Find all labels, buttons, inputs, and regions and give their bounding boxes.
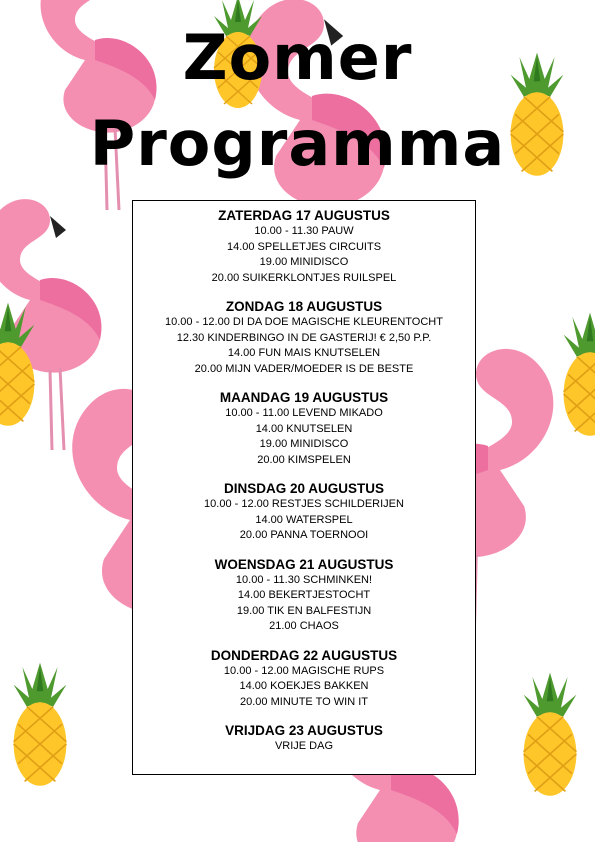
- pineapple-illustration: [524, 673, 577, 796]
- pineapple-illustration: [14, 663, 67, 786]
- day-title: DONDERDAG 22 AUGUSTUS: [210, 647, 398, 663]
- day-block: [133, 480, 475, 544]
- day-title: WOENSDAG 21 AUGUSTUS: [214, 556, 394, 572]
- day-title: VRIJDAG 23 AUGUSTUS: [225, 723, 383, 738]
- pineapple-illustration: [564, 313, 595, 436]
- day-block: [133, 647, 475, 711]
- day-title: ZATERDAG 17 AUGUSTUS: [218, 208, 390, 223]
- activity-item: 14.00 SPELLETJES CIRCUITS: [226, 240, 382, 253]
- activity-item: 10.00 - 11.30 SCHMINKEN!: [235, 573, 373, 586]
- day-block: [133, 556, 475, 635]
- activity-item: 20.00 MINUTE TO WIN IT: [240, 695, 368, 708]
- day-block: [133, 389, 475, 468]
- program-panel: [132, 200, 476, 775]
- activity-item: 21.00 CHAOS: [269, 620, 339, 632]
- activity-item: 20.00 PANNA TOERNOOI: [239, 529, 369, 541]
- activity-item: 14.00 KNUTSELEN: [255, 422, 353, 435]
- day-block: [133, 722, 475, 755]
- day-block: [133, 207, 475, 286]
- activity-item: VRIJE DAG: [274, 740, 334, 752]
- activity-item: 14.00 BEKERTJESTOCHT: [237, 589, 371, 601]
- title-line-1: Zomer: [182, 21, 413, 94]
- day-title: MAANDAG 19 AUGUSTUS: [219, 390, 389, 405]
- activity-item: 14.00 WATERSPEL: [255, 513, 353, 526]
- activity-item: 10.00 - 12.00 MAGISCHE RUPS: [223, 664, 385, 677]
- activity-item: 20.00 MIJN VADER/MOEDER IS DE BESTE: [194, 362, 414, 375]
- activity-item: 14.00 FUN MAIS KNUTSELEN: [227, 347, 381, 359]
- activity-item: 19.00 MINIDISCO: [259, 256, 349, 268]
- day-title: ZONDAG 18 AUGUSTUS: [225, 299, 383, 314]
- activity-item: 10.00 - 12.00 DI DA DOE MAGISCHE KLEURENTOCHT: [165, 316, 443, 328]
- activity-item: 10.00 - 12.00 RESTJES SCHILDERIJEN: [204, 498, 404, 510]
- activity-item: 20.00 KIMSPELEN: [257, 453, 351, 466]
- day-title: DINSDAG 20 AUGUSTUS: [223, 481, 385, 496]
- activity-item: 19.00 TIK EN BALFESTIJN: [236, 604, 372, 617]
- activity-item: 19.00 MINIDISCO: [259, 438, 349, 450]
- title-line-2: Programma: [89, 107, 506, 180]
- activity-item: 20.00 SUIKERKLONTJES RUILSPEL: [211, 271, 397, 284]
- activity-item: 10.00 - 11.00 LEVEND MIKADO: [225, 407, 383, 419]
- activity-item: 10.00 - 11.30 PAUW: [254, 225, 354, 237]
- day-block: [133, 298, 475, 377]
- activity-item: 12.30 KINDERBINGO IN DE GASTERIJ! € 2,50 P.P.: [176, 331, 432, 344]
- activity-item: 14.00 KOEKJES BAKKEN: [239, 680, 369, 692]
